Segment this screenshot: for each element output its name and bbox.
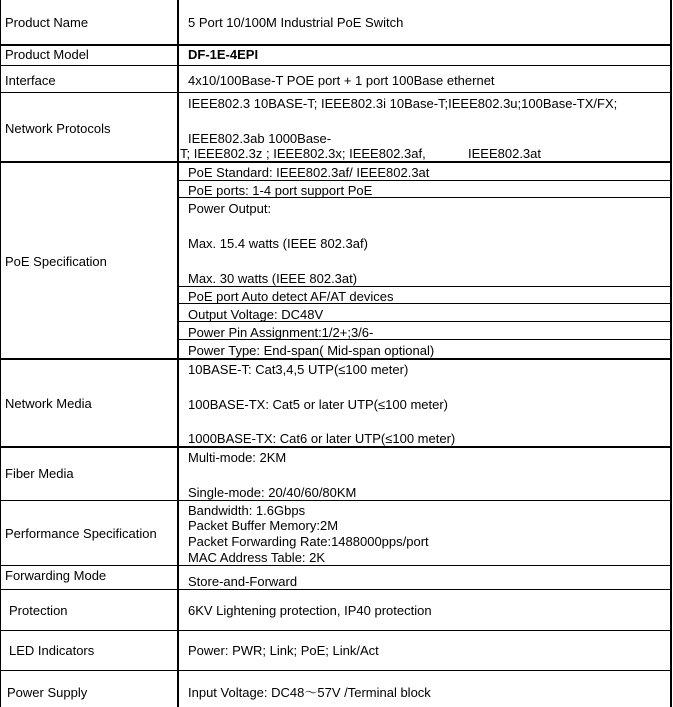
row-divider (0, 92, 672, 93)
row-divider (0, 565, 672, 566)
row-value-line: Power Output: (188, 201, 272, 216)
row-label-power-supply: Power Supply (7, 685, 88, 700)
row-value-line: PoE Standard: IEEE802.3af/ IEEE802.3at (188, 165, 430, 180)
row-value-line: IEEE802.3ab 1000Base- (188, 131, 332, 146)
row-value-line: 10BASE-T: Cat3,4,5 UTP(≤100 meter) (188, 362, 409, 377)
row-label-network-protocols: Network Protocols (5, 121, 111, 136)
row-value-interface: 4x10/100Base-T POE port + 1 port 100Base ethernet (188, 73, 495, 88)
sub-row-divider (178, 180, 672, 181)
row-value-protection: 6KV Lightening protection, IP40 protection (188, 603, 432, 618)
row-divider (0, 446, 672, 448)
row-value-line: Power Type: End-span( Mid-span optional) (188, 343, 435, 358)
row-divider (0, 44, 672, 46)
row-value-line: T; IEEE802.3z ; IEEE802.3x; IEEE802.3af, (180, 146, 426, 161)
row-label-interface: Interface (5, 73, 56, 88)
row-label-product-name: Product Name (5, 15, 89, 30)
row-divider (0, 65, 672, 66)
row-divider (0, 161, 672, 163)
row-value-line: Power Pin Assignment:1/2+;3/6- (188, 325, 374, 340)
row-value-line: PoE ports: 1-4 port support PoE (188, 183, 373, 198)
row-value-product-model: DF-1E-4EPI (188, 47, 259, 62)
row-label-forwarding-mode: Forwarding Mode (5, 568, 107, 583)
row-value-line: Packet Forwarding Rate:1488000pps/port (188, 534, 429, 549)
row-label-protection: Protection (9, 603, 68, 618)
row-label-led-indicators: LED Indicators (9, 643, 95, 658)
row-value-line: Packet Buffer Memory:2M (188, 518, 339, 533)
sub-row-divider (178, 286, 672, 287)
row-value-line: Single-mode: 20/40/60/80KM (188, 485, 357, 500)
row-divider (0, 500, 672, 501)
row-value-line: MAC Address Table: 2K (188, 550, 326, 565)
row-value-line: Bandwidth: 1.6Gbps (188, 503, 306, 518)
row-value-line: Max. 15.4 watts (IEEE 802.3af) (188, 236, 368, 251)
row-value-line: Multi-mode: 2KM (188, 450, 287, 465)
row-value-line: Max. 30 watts (IEEE 802.3at) (188, 271, 358, 286)
row-value-line: 1000BASE-TX: Cat6 or later UTP(≤100 meter) (188, 431, 456, 446)
row-value-product-name: 5 Port 10/100M Industrial PoE Switch (188, 15, 404, 30)
row-value-led-indicators: Power: PWR; Link; PoE; Link/Act (188, 643, 379, 658)
row-divider (0, 589, 672, 590)
column-divider (177, 0, 179, 707)
row-value-line: Output Voltage: DC48V (188, 307, 324, 322)
row-label-product-model: Product Model (5, 47, 89, 62)
row-label-fiber-media: Fiber Media (5, 466, 74, 481)
row-label-performance-specification: Performance Specification (5, 526, 157, 541)
row-value-line: IEEE802.3at (468, 146, 541, 161)
row-value-line: 100BASE-TX: Cat5 or later UTP(≤100 meter) (188, 397, 449, 412)
row-label-network-media: Network Media (5, 396, 92, 411)
table-right-border (670, 0, 672, 707)
row-label-poe-specification: PoE Specification (5, 254, 107, 269)
row-divider (0, 630, 672, 631)
row-value-line: PoE port Auto detect AF/AT devices (188, 289, 394, 304)
row-value-line: IEEE802.3 10BASE-T; IEEE802.3i 10Base-T;IEEE802.3u;100Base-TX/FX; (188, 96, 618, 111)
row-value-forwarding-mode: Store-and-Forward (188, 574, 298, 589)
table-left-border (0, 0, 1, 707)
row-divider (0, 358, 672, 360)
row-value-power-supply: Input Voltage: DC48～57V /Terminal block (188, 685, 431, 700)
row-divider (0, 670, 672, 671)
